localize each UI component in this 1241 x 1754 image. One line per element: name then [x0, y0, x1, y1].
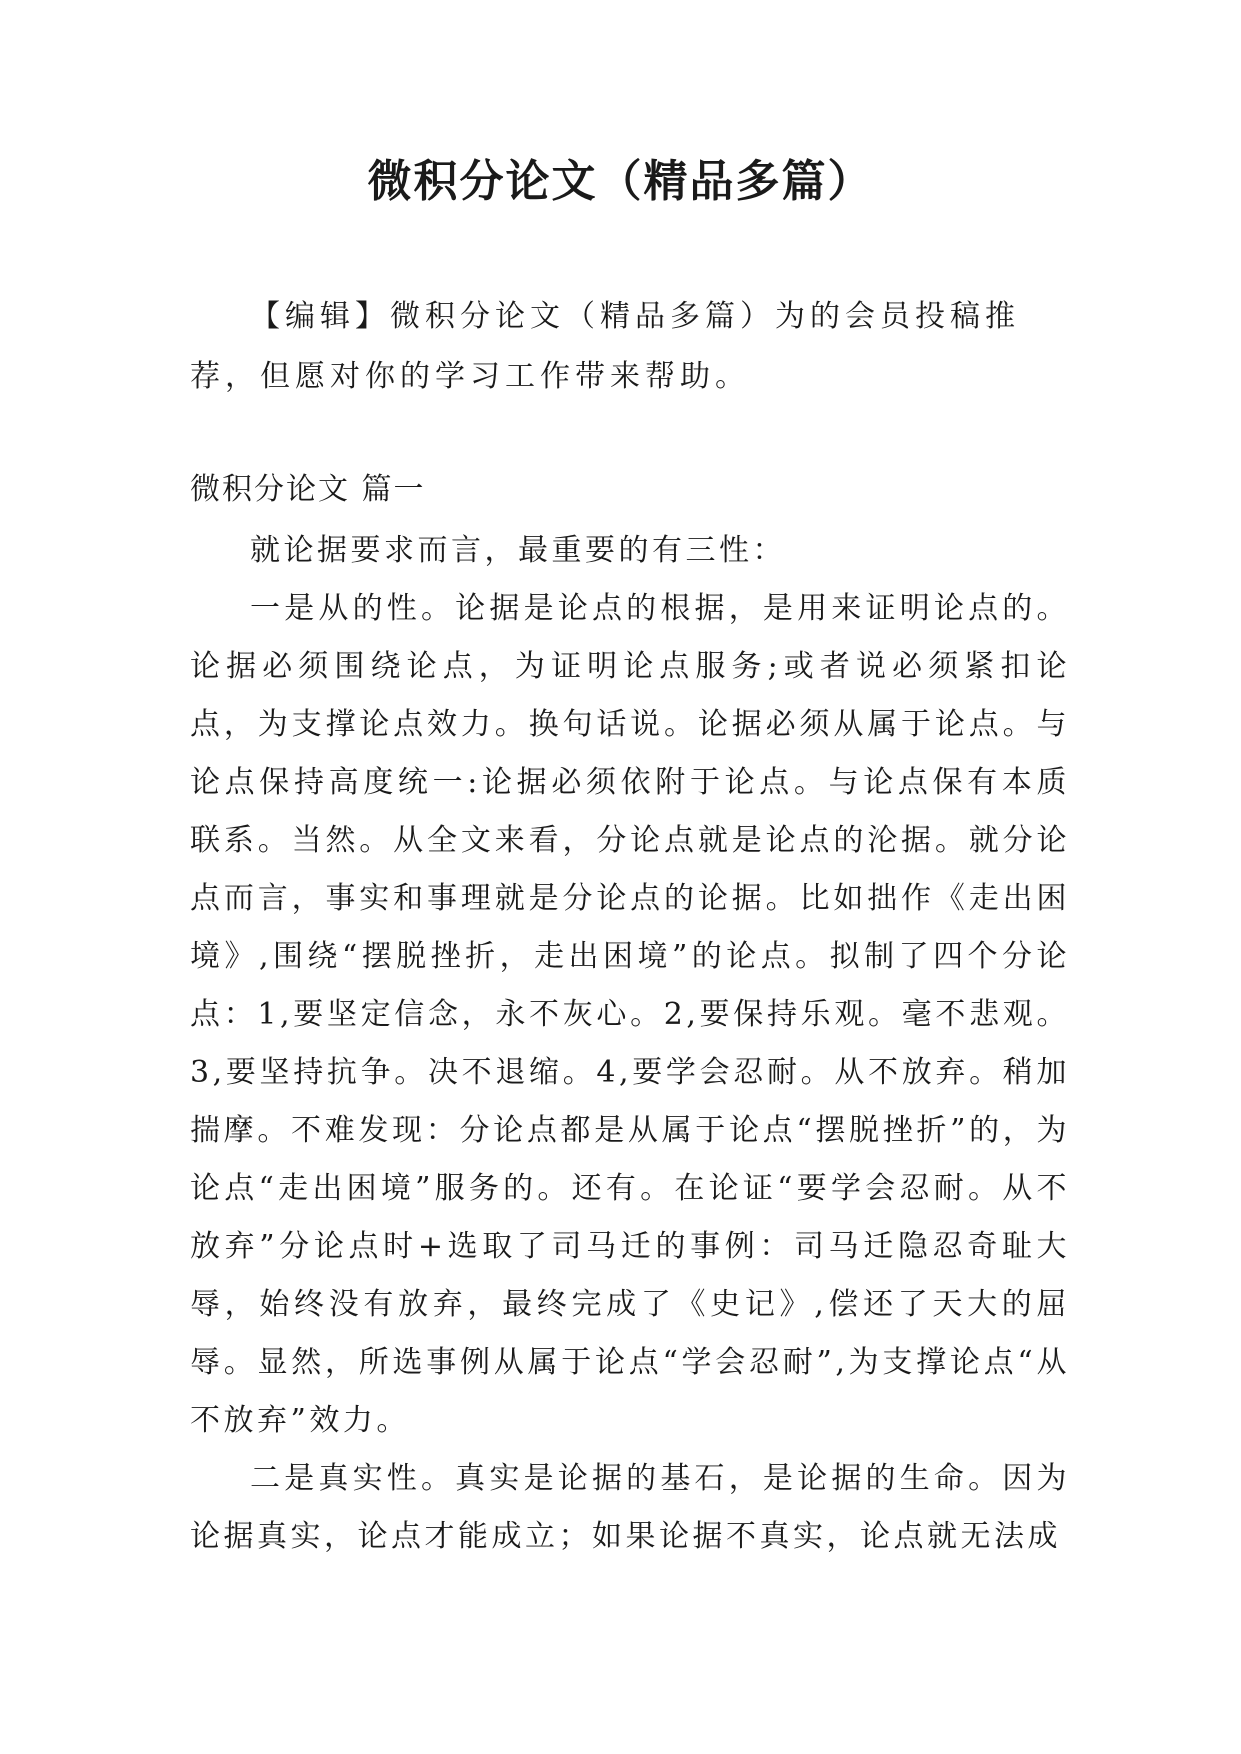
- intro-paragraph: 【编辑】微积分论文（精品多篇）为的会员投稿推荐，但愿对你的学习工作带来帮助。: [190, 299, 1020, 394]
- section-heading: 微积分论文 篇一: [190, 472, 426, 507]
- document-title: 微积分论文（精品多篇）: [367, 156, 874, 207]
- body-paragraph: 一是从的性。论据是论点的根据，是用来证明论点的。论据必须围绕论点，为证明论点服务;或者说必须紧扣论点，为支撑论点效力。换句话说。论据必须从属于论点。与论点保持高度统一:论据必须依附于论点。与论点保有本质联系。当然。从全文来看，分论点就是论点的沦据。就分论点而言，事实和事理就是分论点的论据。比如拙作《走出困境》,围绕“摆脱挫折，走出困境”的论点。拟制了四个分论点：1,要坚定信念，永不灰心。2,要保持乐观。毫不悲观。3,要坚持抗争。决不退缩。4,要学会忍耐。从不放弃。稍加揣摩。不难发现：分论点都是从属于论点“摆脱挫折”的，为论点“走出困境”服务的。还有。在论证“要学会忍耐。从不放弃”分论点时+选取了司马迁的事例：司马迁隐忍奇耻大辱，始终没有放弃，最终完成了《史记》,偿还了天大的屈辱。显然，所选事例从属于论点“学会忍耐”,为支撑论点“从不放弃”效力。: [190, 591, 1070, 1438]
- body-paragraph: 就论据要求而言，最重要的有三性：: [250, 533, 786, 568]
- body-paragraph: 二是真实性。真实是论据的基石，是论据的生命。因为论据真实，论点才能成立；如果论据不真实，论点就无法成: [190, 1461, 1070, 1554]
- article-body: [190, 522, 1070, 1566]
